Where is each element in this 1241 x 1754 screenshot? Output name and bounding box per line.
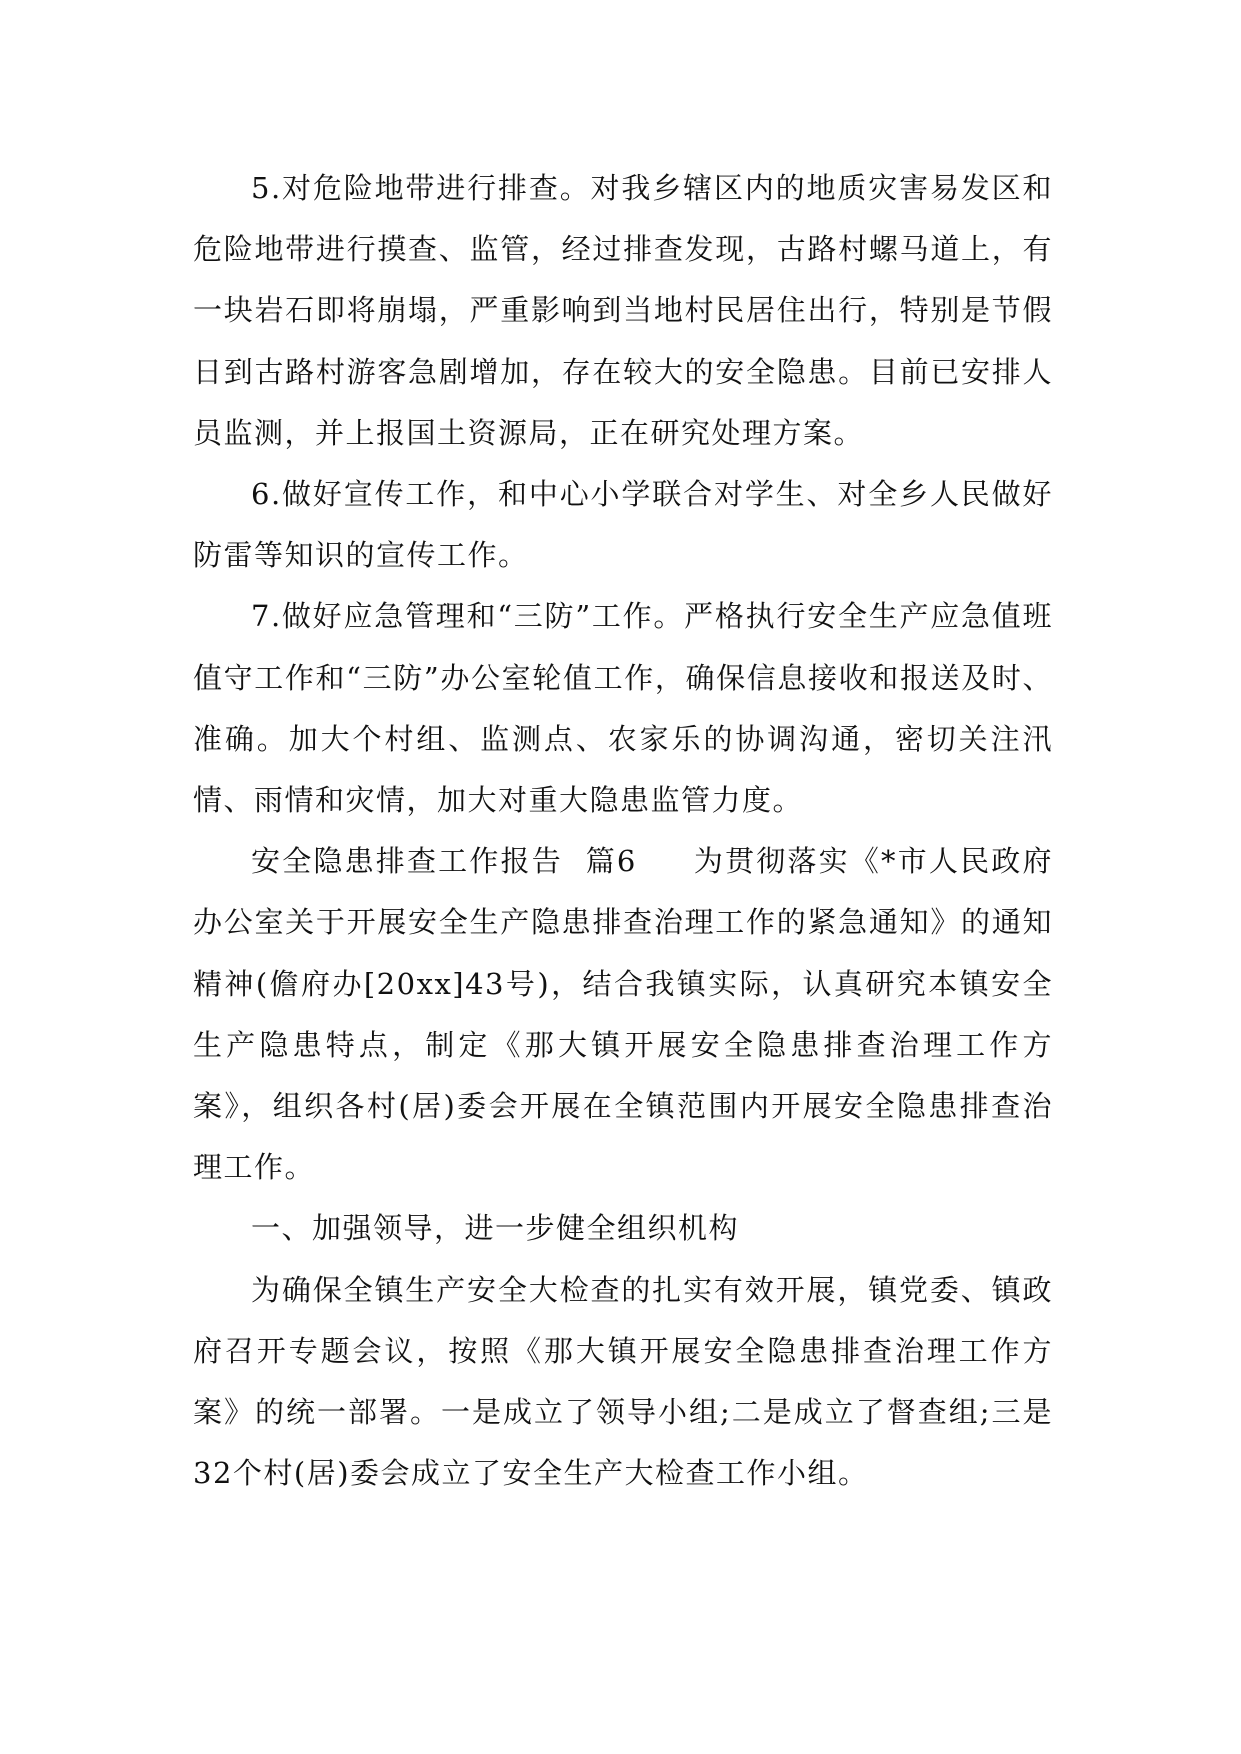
section-heading: 一、加强领导，进一步健全组织机构 (251, 1211, 740, 1246)
paragraph-item-6: 6.做好宣传工作，和中心小学联合对学生、对全乡人民做好防雷等知识的宣传工作。 (193, 477, 1053, 573)
paragraph-leadership: 为确保全镇生产安全大检查的扎实有效开展，镇党委、镇政府召开专题会议，按照《那大镇开展安全隐患排查治理工作方案》的统一部署。一是成立了领导小组;二是成立了督查组;三是32个村(居)委会成立了安全生产大检查工作小组。 (193, 1272, 1053, 1491)
document-page (193, 158, 1053, 1504)
paragraph-item-5: 5.对危险地带进行排查。对我乡辖区内的地质灾害易发区和危险地带进行摸查、监管，经过排查发现，古路村螺马道上，有一块岩石即将崩塌，严重影响到当地村民居住出行，特别是节假日到古路村游客急剧增加，存在较大的安全隐患。目前已安排人员监测，并上报国土资源局，正在研究处理方案。 (193, 171, 1053, 450)
paragraph-report-6-intro: 安全隐患排查工作报告 篇6 为贯彻落实《*市人民政府办公室关于开展安全生产隐患排查治理工作的紧急通知》的通知精神(儋府办[20xx]43号)，结合我镇实际，认真研究本镇安全生产隐患特点，制定《那大镇开展安全隐患排查治理工作方案》，组织各村(居)委会开展在全镇范围内开展安全隐患排查治理工作。 (193, 844, 1053, 1185)
paragraph-item-7: 7.做好应急管理和“三防”工作。严格执行安全生产应急值班值守工作和“三防”办公室轮值工作，确保信息接收和报送及时、准确。加大个村组、监测点、农家乐的协调沟通，密切关注汛情、雨情和灾情，加大对重大隐患监管力度。 (193, 599, 1053, 818)
